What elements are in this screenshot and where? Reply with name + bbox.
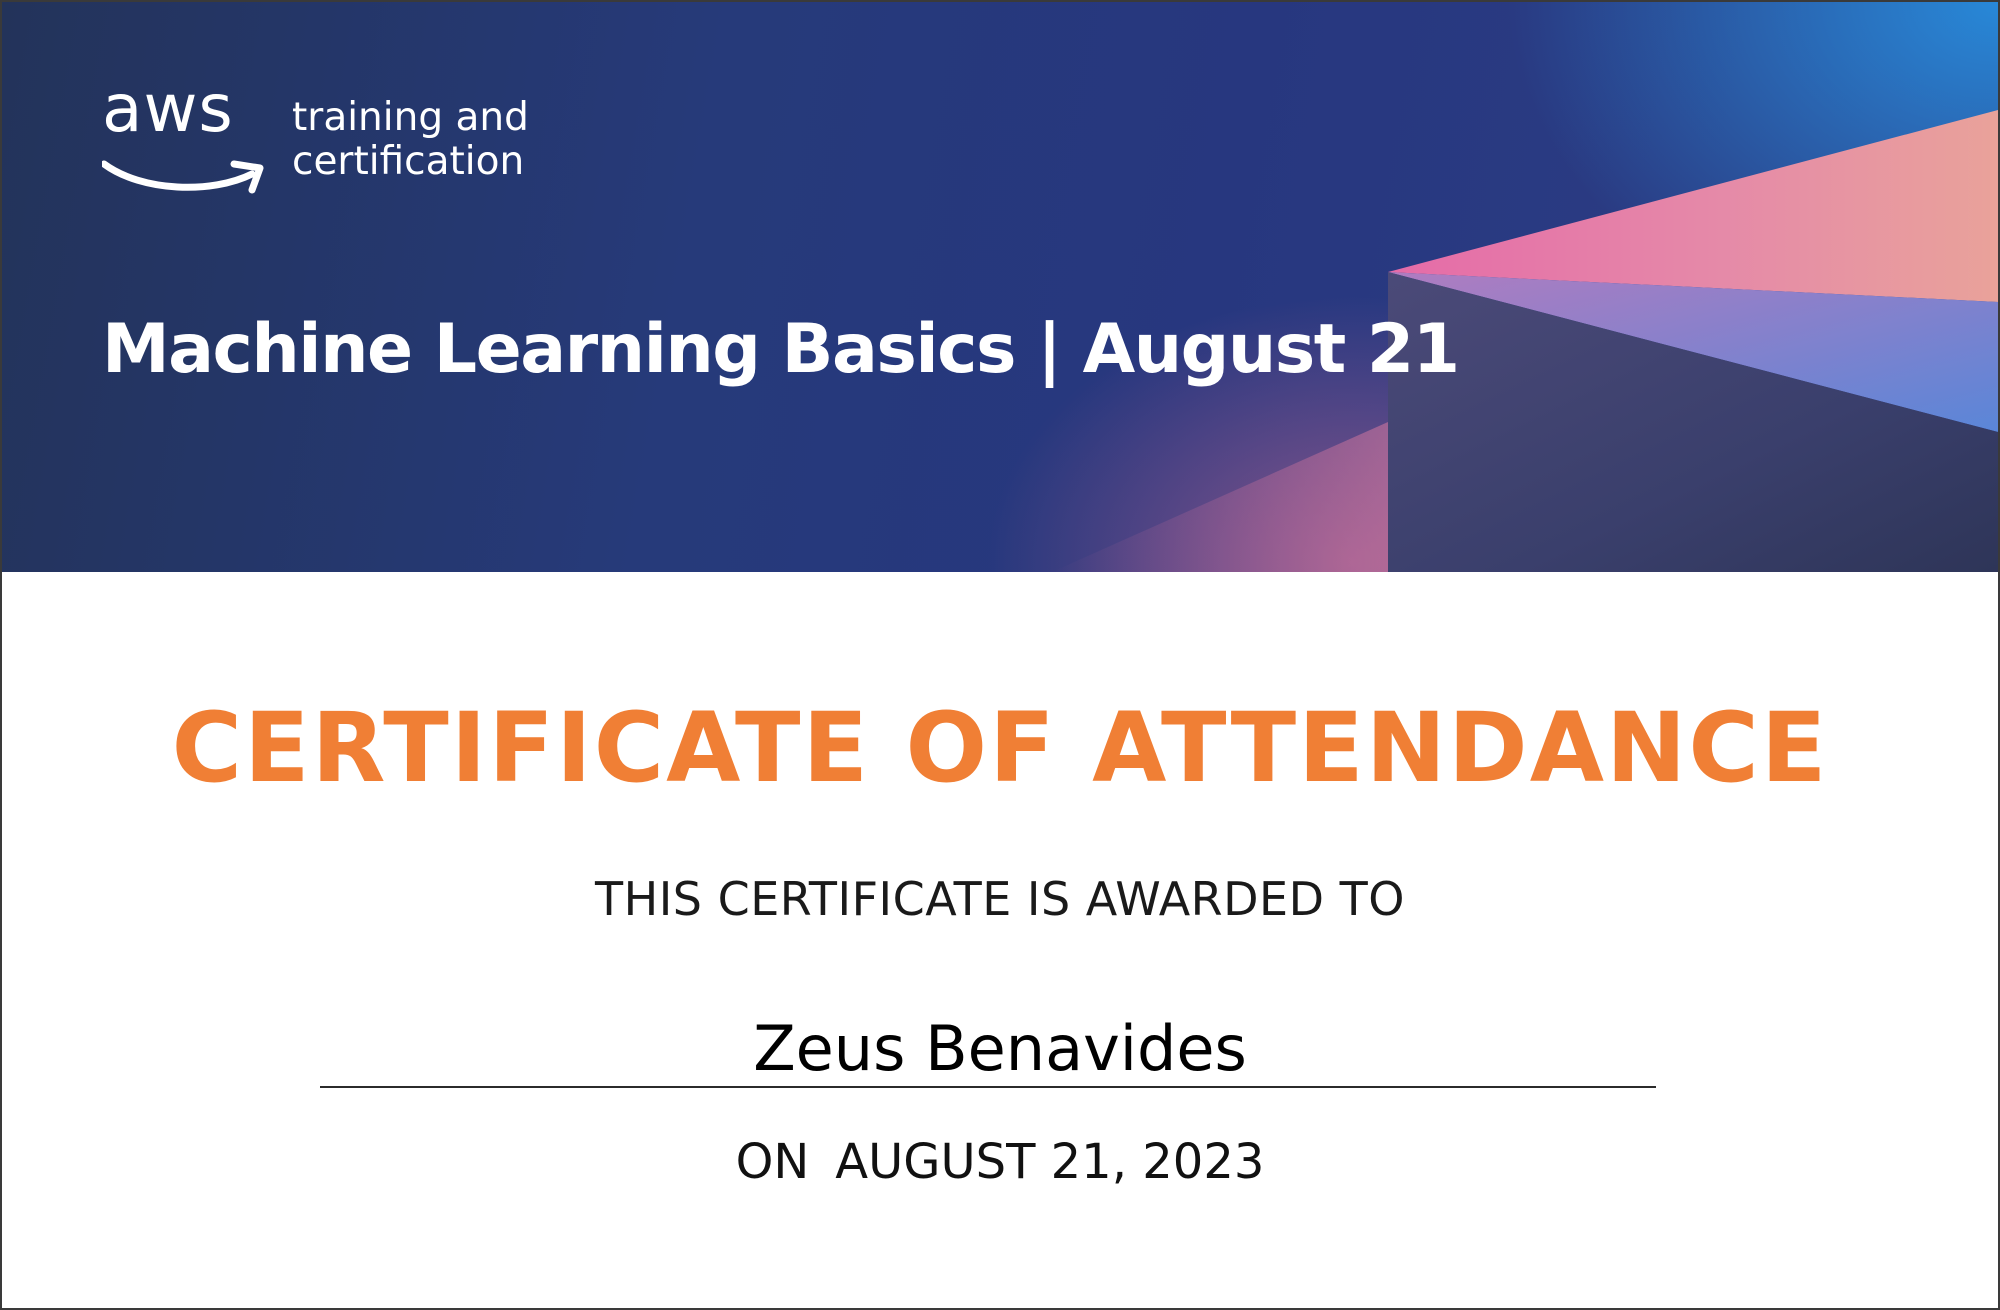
banner-geometric-shapes <box>2 2 1998 572</box>
certificate-heading: CERTIFICATE OF ATTENDANCE <box>171 692 1829 804</box>
recipient-underline <box>320 1086 1656 1088</box>
date-value: AUGUST 21, 2023 <box>835 1134 1265 1190</box>
aws-wordmark: aws <box>102 70 234 147</box>
recipient-name: Zeus Benavides <box>753 1012 1247 1085</box>
header-banner <box>2 2 1998 572</box>
logo-tagline-line2: certification <box>292 139 525 184</box>
logo-tagline-line1: training and <box>292 95 529 140</box>
aws-smile-arrow-icon <box>102 150 272 200</box>
aws-logo <box>102 70 562 210</box>
awarded-label: THIS CERTIFICATE IS AWARDED TO <box>595 872 1405 926</box>
date-prefix: ON <box>735 1134 810 1190</box>
logo-tagline <box>292 96 529 184</box>
banner-top-face <box>1388 110 1998 302</box>
aws-logo-mark <box>102 70 272 205</box>
award-date <box>2 1134 1998 1190</box>
event-title: Machine Learning Basics | August 21 <box>102 310 1459 389</box>
banner-light-shape <box>1052 422 1388 572</box>
